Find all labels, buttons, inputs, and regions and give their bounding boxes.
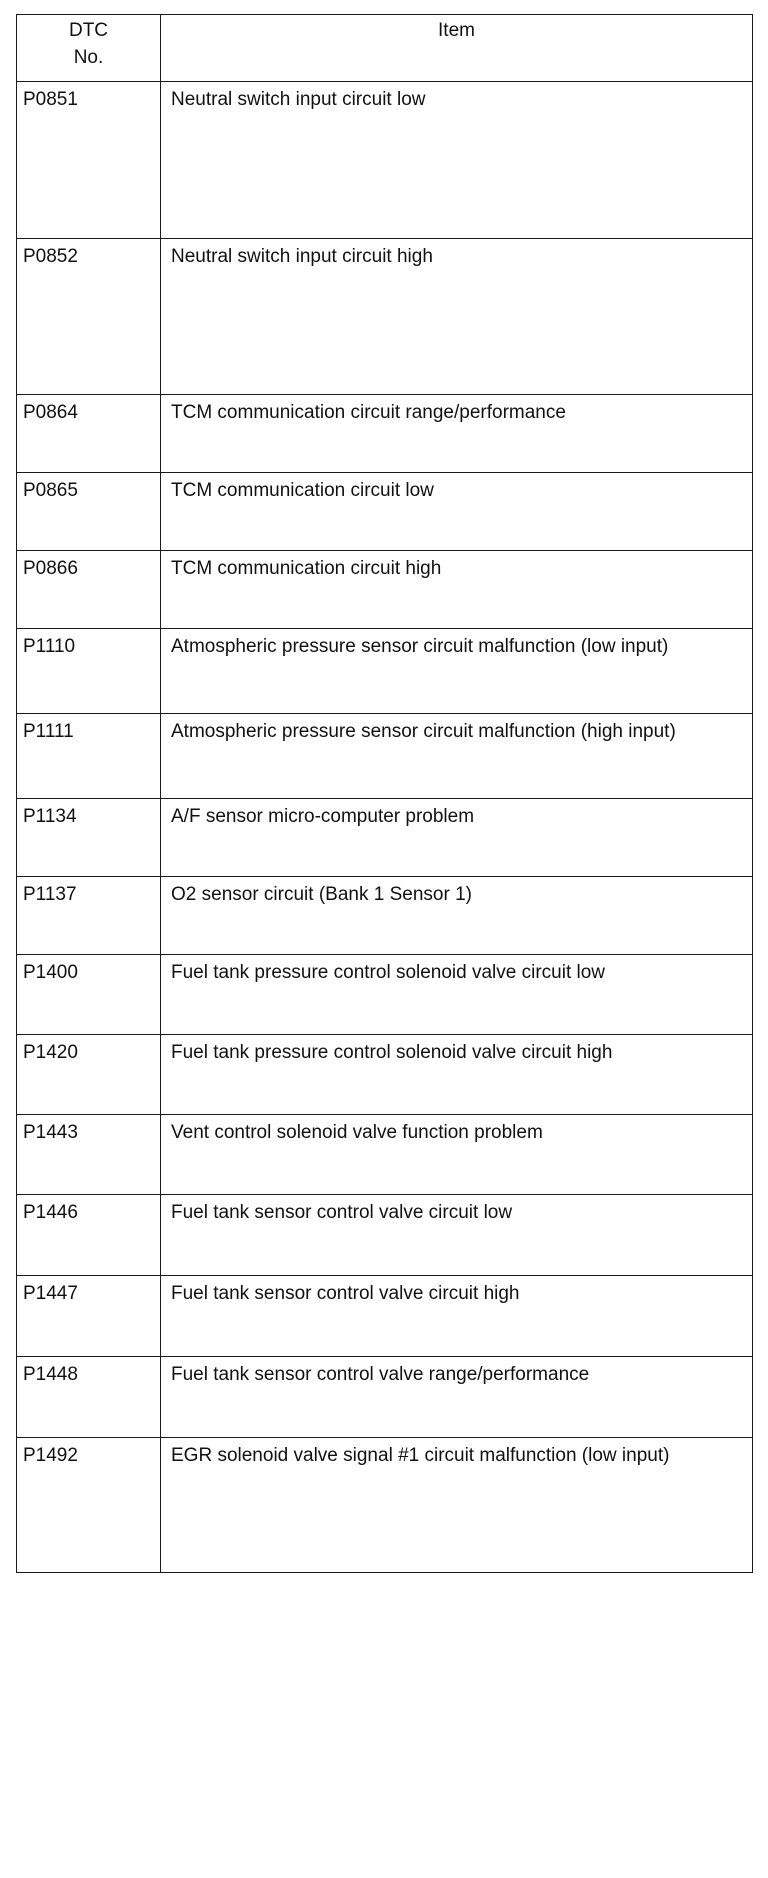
dtc-item-cell: TCM communication circuit range/performance [161, 395, 753, 473]
table-row [17, 714, 753, 799]
dtc-item-cell: Atmospheric pressure sensor circuit malfunction (high input) [161, 714, 753, 799]
dtc-code-cell: P1448 [17, 1357, 161, 1438]
dtc-item-cell: EGR solenoid valve signal #1 circuit malfunction (low input) [161, 1438, 753, 1573]
header-item: Item [161, 15, 753, 82]
dtc-code-cell: P1110 [17, 629, 161, 714]
dtc-code-cell: P0864 [17, 395, 161, 473]
dtc-item-cell: Atmospheric pressure sensor circuit malfunction (low input) [161, 629, 753, 714]
table-row [17, 799, 753, 877]
dtc-item-cell: TCM communication circuit high [161, 551, 753, 629]
dtc-code-cell: P1443 [17, 1115, 161, 1195]
table-row [17, 82, 753, 239]
dtc-item-cell: Neutral switch input circuit low [161, 82, 753, 239]
table-row [17, 955, 753, 1035]
table-row [17, 629, 753, 714]
dtc-code-cell: P1111 [17, 714, 161, 799]
table-row [17, 1035, 753, 1115]
header-row [17, 15, 753, 82]
table-row [17, 1276, 753, 1357]
dtc-item-cell: TCM communication circuit low [161, 473, 753, 551]
dtc-item-cell: Neutral switch input circuit high [161, 239, 753, 395]
dtc-code-cell: P1420 [17, 1035, 161, 1115]
dtc-code-cell: P1492 [17, 1438, 161, 1573]
table-body [17, 82, 753, 1573]
table-row [17, 1438, 753, 1573]
header-dtc-line2: No. [73, 47, 104, 68]
table-row [17, 1115, 753, 1195]
dtc-code-cell: P1137 [17, 877, 161, 955]
dtc-item-cell: Fuel tank sensor control valve range/performance [161, 1357, 753, 1438]
table-row [17, 239, 753, 395]
dtc-code-cell: P1446 [17, 1195, 161, 1276]
dtc-code-cell: P0852 [17, 239, 161, 395]
table-row [17, 551, 753, 629]
dtc-item-cell: Vent control solenoid valve function problem [161, 1115, 753, 1195]
dtc-item-cell: Fuel tank pressure control solenoid valve circuit low [161, 955, 753, 1035]
dtc-table [16, 14, 753, 1573]
table-row [17, 1357, 753, 1438]
dtc-code-cell: P1134 [17, 799, 161, 877]
header-dtc-line1: DTC [68, 20, 109, 41]
dtc-item-cell: A/F sensor micro-computer problem [161, 799, 753, 877]
dtc-code-cell: P0866 [17, 551, 161, 629]
table-row [17, 877, 753, 955]
table-row [17, 1195, 753, 1276]
dtc-code-cell: P1447 [17, 1276, 161, 1357]
dtc-item-cell: Fuel tank pressure control solenoid valve circuit high [161, 1035, 753, 1115]
table-header [17, 15, 753, 82]
header-dtc-no [17, 15, 161, 82]
table-row [17, 473, 753, 551]
dtc-code-cell: P0851 [17, 82, 161, 239]
dtc-item-cell: Fuel tank sensor control valve circuit low [161, 1195, 753, 1276]
dtc-item-cell: Fuel tank sensor control valve circuit high [161, 1276, 753, 1357]
dtc-code-cell: P1400 [17, 955, 161, 1035]
dtc-code-cell: P0865 [17, 473, 161, 551]
table-row [17, 395, 753, 473]
dtc-item-cell: O2 sensor circuit (Bank 1 Sensor 1) [161, 877, 753, 955]
